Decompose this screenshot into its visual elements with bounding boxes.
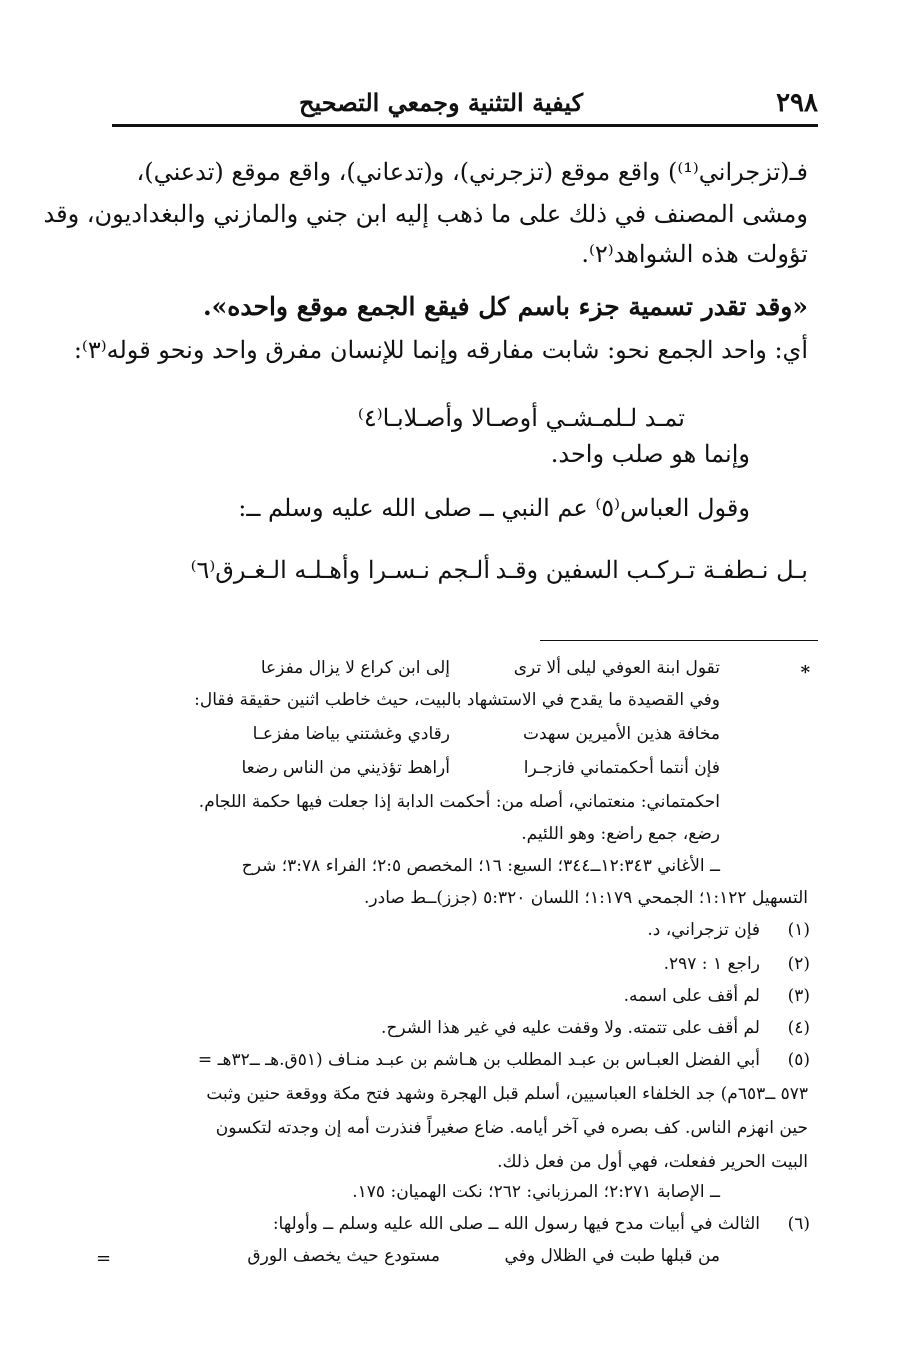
fn-cont-line-6: رضع، جمع راضع: وهو اللئيم. xyxy=(521,824,720,844)
fn-cont-verse-1a: تقول ابنة العوفي ليلى ألا ترى xyxy=(513,658,720,678)
body-line-6: وإنما هو صلب واحد. xyxy=(550,440,750,468)
footnote-1: فإن تزجراني، د. xyxy=(647,920,760,940)
footnote-number-4: (٤) xyxy=(787,1018,810,1038)
fn-cont-verse-4b: أراهط تؤذيني من الناس رضعا xyxy=(241,758,450,778)
footnote-6-line-1: الثالث في أبيات مدح فيها رسول الله ــ صلى الله عليه وسلم ــ وأولها: xyxy=(272,1214,760,1234)
footnote-4: لم أقف على تتمته. ولا وقفت عليه في غير هذا الشرح. xyxy=(381,1018,760,1038)
page-header xyxy=(112,86,818,124)
continuation-equals-sign: = xyxy=(96,1248,112,1269)
footnote-5-line-2: ٥٧٣ ــ٦٥٣م) جد الخلفاء العباسيين، أسلم قبل الهجرة وشهد فتح مكة ووقعة حنين وثبت xyxy=(206,1084,808,1104)
verse-1: تمـد لـلمـشـي أوصـالا وأصـلابـا⁽٤⁾ xyxy=(357,404,685,432)
fn-cont-verse-4a: فإن أنتما أحكمتماني فازجـرا xyxy=(523,758,720,778)
footnote-2: راجع ١ : ٢٩٧. xyxy=(663,954,760,974)
footnote-3: لم أقف على اسمه. xyxy=(623,986,760,1006)
body-line-7: وقول العباس⁽٥⁾ عم النبي ــ صلى الله عليه وسلم ــ: xyxy=(238,494,750,522)
fn-cont-line-7: ــ الأغاني ١٢:٣٤٣ــ٣٤٤؛ السبع: ١٦؛ المخصص ٢:٥؛ الفراء ٣:٧٨؛ شرح xyxy=(241,856,720,876)
verse-2-second-half: ألـجم نـسـرا وأهـلـه الـغـرق⁽٦⁾ xyxy=(190,556,490,584)
footnote-number-1: (١) xyxy=(787,920,810,940)
footnote-number-3: (٣) xyxy=(787,986,810,1006)
running-title: كيفية التثنية وجمعي التصحيح xyxy=(299,88,583,117)
fn-cont-line-2: وفي القصيدة ما يقدح في الاستشهاد بالبيت، حيث خاطب اثنين حقيقة فقال: xyxy=(194,690,720,710)
fn-cont-line-5: احكمتماني: منعتماني، أصله من: أحكمت الدابة إذا جعلت فيها حكمة اللجام. xyxy=(198,792,720,812)
fn-cont-verse-3b: رقادي وغشتني بياضا مفزعـا xyxy=(252,724,450,744)
verse-2-first-half: بـل نـطفـة تـركـب السفين وقـد xyxy=(495,556,808,584)
footnote-number-6: (٦) xyxy=(787,1214,810,1234)
footnote-number-5: (٥) xyxy=(787,1050,810,1070)
footnote-5-line-4: البيت الحرير ففعلت، فهي أول من فعل ذلك. xyxy=(497,1152,808,1172)
footnote-5-line-1: أبي الفضل العبـاس بن عبـد المطلب بن هـاشم بن عبـد منـاف (٥١ق.هـ ــ٣٢هـ = xyxy=(197,1050,760,1070)
body-line-1: فـ(تزجراني⁽¹⁾) واقع موقع (تزجرني)، و(تدعاني)، واقع موقع (تدعني)، xyxy=(136,158,808,186)
footnote-6-verse-b: مستودع حيث يخصف الورق xyxy=(247,1246,440,1266)
fn-cont-verse-3a: مخافة هذين الأميرين سهدت xyxy=(523,724,720,744)
page-number: ٢٩٨ xyxy=(776,88,818,118)
quoted-rule: «وقد تقدر تسمية جزء باسم كل فيقع الجمع موقع واحده». xyxy=(202,292,808,321)
footnote-continuation-marker: * xyxy=(800,662,810,683)
body-line-5: أي: واحد الجمع نحو: شابت مفارقه وإنما للإنسان مفرق واحد ونحو قوله⁽٣⁾: xyxy=(73,336,808,364)
footnote-rule xyxy=(540,640,818,641)
footnote-number-2: (٢) xyxy=(787,954,810,974)
body-line-3: تؤولت هذه الشواهد⁽٢⁾. xyxy=(581,240,808,268)
footnote-5-sources: ــ الإصابة ٢:٢٧١؛ المرزباني: ٢٦٢؛ نكت الهميان: ١٧٥. xyxy=(352,1182,720,1202)
fn-cont-line-8: التسهيل ١:١٢٢؛ الجمحي ١:١٧٩؛ اللسان ٥:٣٢٠ (جزز)ــط صادر. xyxy=(364,888,808,908)
fn-cont-verse-1b: إلى ابن كراع لا يزال مفزعا xyxy=(260,658,450,678)
body-line-2: ومشى المصنف في ذلك على ما ذهب إليه ابن جني والمازني والبغداديون، وقد xyxy=(43,200,808,228)
header-rule xyxy=(112,124,818,127)
footnote-5-line-3: حين انهزم الناس. كف بصره في آخر أيامه. ضاع صغيراً فنذرت أمه إن وجدته لتكسون xyxy=(215,1118,808,1138)
footnote-6-verse-a: من قبلها طبت في الظلال وفي xyxy=(504,1246,720,1266)
